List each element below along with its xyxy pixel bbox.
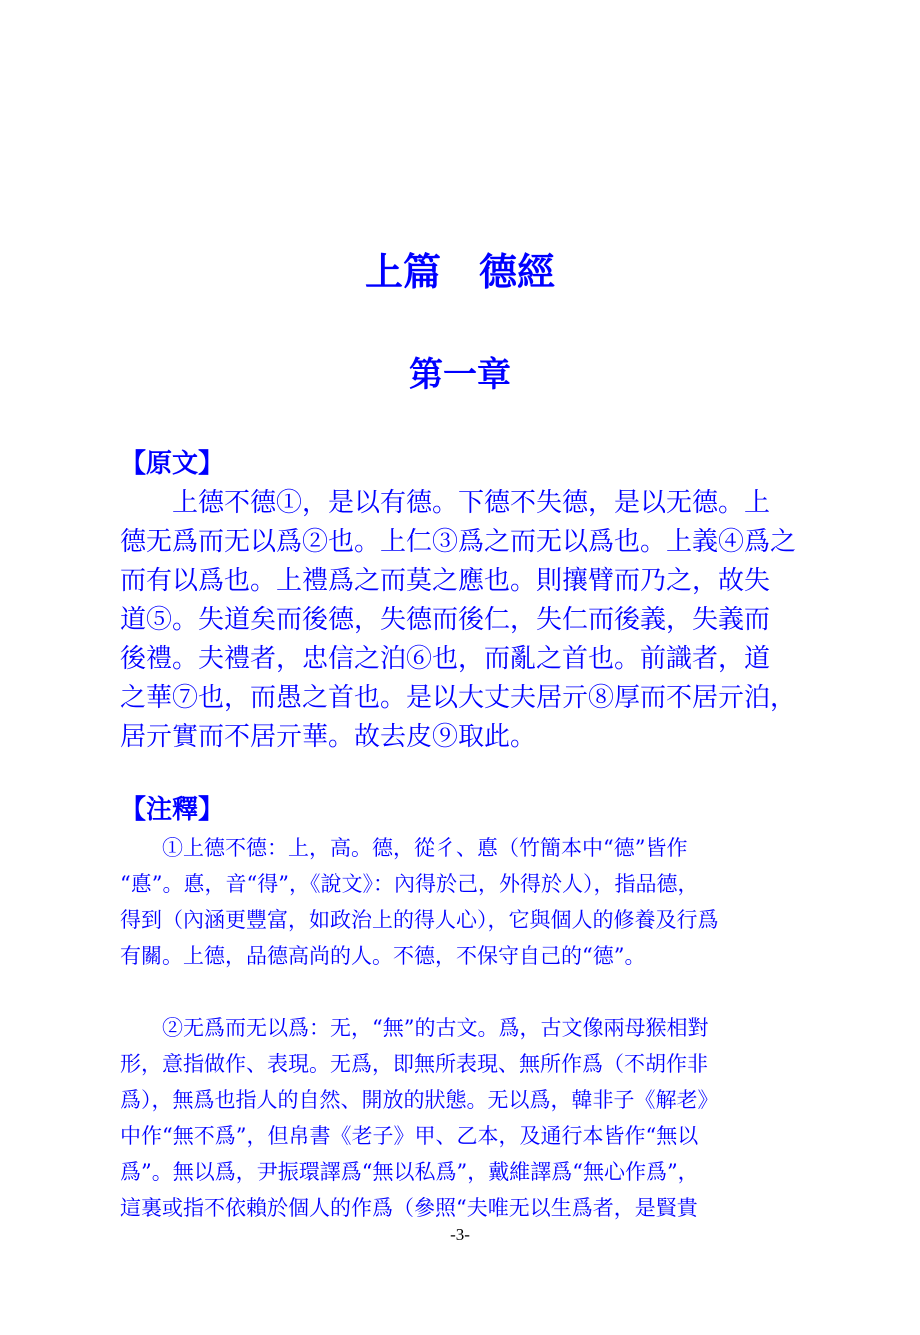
- note-line: 形，意指做作、表現。无爲，即無所表現、無所作爲（不胡作非: [120, 1052, 708, 1076]
- original-line: 居亓實而不居亓華。故去皮⑨取此。: [120, 722, 537, 752]
- note-line: ②无爲而无以爲：无，“無”的古文。爲，古文像兩母猴相對: [120, 1016, 709, 1040]
- note-line: 爲”。無以爲，尹振環譯爲“無以私爲”，戴維譯爲“無心作爲”，: [120, 1160, 699, 1184]
- note-line: 得到（內涵更豐富，如政治上的得人心），它與個人的修養及行爲: [120, 908, 719, 932]
- original-line: 道⑤。失道矣而後德，失德而後仁，失仁而後義，失義而: [120, 605, 771, 635]
- original-text-heading: 【原文】: [120, 449, 225, 479]
- original-text: [120, 484, 810, 757]
- note-line: 這裏或指不依賴於個人的作爲（參照“夫唯无以生爲者，是賢貴: [120, 1196, 698, 1220]
- note-1: [120, 830, 820, 974]
- note-line: 爲），無爲也指人的自然、開放的狀態。无以爲，韓非子《解老》: [120, 1088, 719, 1112]
- note-spacer: [120, 974, 820, 1010]
- original-line: 德无爲而无以爲②也。上仁③爲之而无以爲也。上義④爲之: [120, 527, 797, 557]
- original-line: 而有以爲也。上禮爲之而莫之應也。則攘臂而乃之，故失: [120, 566, 771, 596]
- chapter-title: 第一章: [409, 355, 511, 395]
- note-line: 中作“無不爲”，但帛書《老子》甲、乙本，及通行本皆作“無以: [120, 1124, 699, 1148]
- notes-heading: 【注釋】: [120, 795, 225, 825]
- original-line: 後禮。夫禮者，忠信之泊⑥也，而亂之首也。前識者，道: [120, 644, 771, 674]
- notes-body: [120, 830, 820, 1226]
- note-2: [120, 1010, 820, 1226]
- page-number: -3-: [450, 1225, 470, 1244]
- page-title: 上篇 德經: [364, 250, 555, 294]
- note-line: “悳”。悳，音“得”，《說文》：內得於己，外得於人），指品德，: [120, 872, 699, 896]
- original-line: 上德不德①，是以有德。下德不失德，是以无德。上: [120, 488, 771, 518]
- note-line: 有關。上德，品德高尚的人。不德，不保守自己的“德”。: [120, 944, 646, 968]
- note-line: ①上德不德：上，高。德，從彳、悳（竹簡本中“德”皆作: [120, 836, 688, 860]
- original-line: 之華⑦也，而愚之首也。是以大丈夫居亓⑧厚而不居亓泊，: [120, 683, 797, 713]
